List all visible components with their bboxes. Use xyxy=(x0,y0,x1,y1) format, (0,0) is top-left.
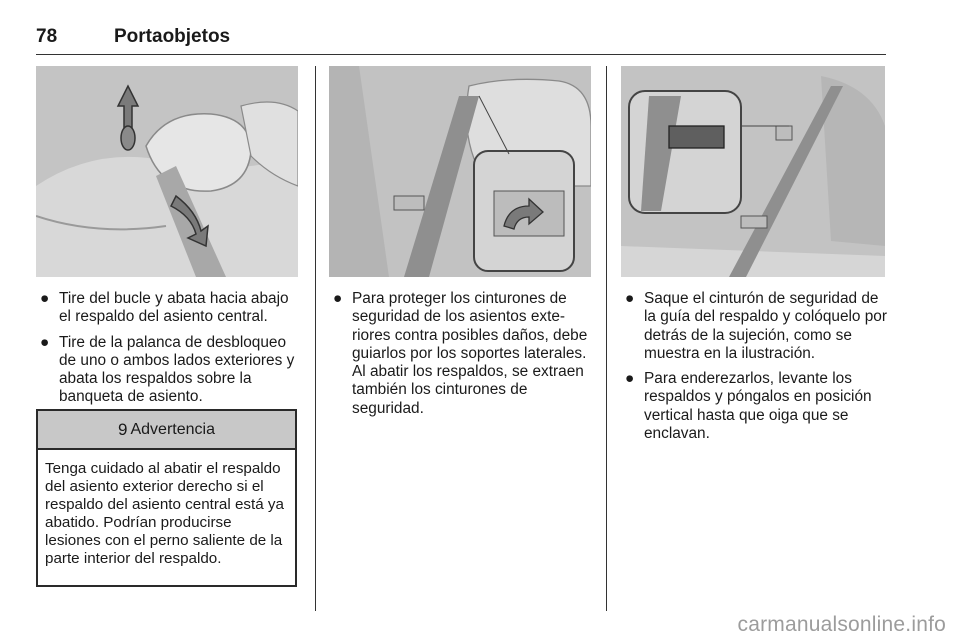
column-1-instructions xyxy=(36,290,298,414)
page-number: 78 xyxy=(36,26,58,47)
illustration-belt-guide xyxy=(329,66,591,277)
warning-title: Advertencia xyxy=(130,420,215,438)
section-title: Portaobjetos xyxy=(114,26,231,47)
list-item xyxy=(329,290,591,418)
list-item xyxy=(621,290,887,363)
column-divider xyxy=(606,66,607,611)
seat-belt-holder-icon xyxy=(621,66,885,277)
warning-triangle-icon: 9 xyxy=(118,419,128,439)
illustration-seat-fold xyxy=(36,66,298,277)
bullet-text: Para proteger los cinturones de seguridad de los asientos exteriores contra posibles daños, debe guiarlos por los soportes laterales. Al abatir los respaldos, se extraen también los cinturones de seguridad. xyxy=(352,290,588,417)
list-item xyxy=(36,290,298,327)
warning-header xyxy=(38,411,295,450)
bullet-icon: ● xyxy=(333,290,343,307)
list-item xyxy=(36,334,298,407)
seat-belt-guide-icon xyxy=(329,66,591,277)
bullet-icon: ● xyxy=(40,333,50,351)
bullet-icon: ● xyxy=(625,370,635,388)
bullet-text: Tire de la palanca de desbloqueo de uno o ambos lados exteriores y abata los respaldos sobre la banqueta de asiento. xyxy=(59,333,295,406)
bullet-text: Para enderezarlos, levante los respaldos y póngalos en posición vertical hasta que oiga que se enclavan. xyxy=(644,370,872,443)
column-3-instructions xyxy=(621,290,887,450)
illustration-belt-holder xyxy=(621,66,885,277)
column-2-instructions xyxy=(329,290,591,425)
warning-box xyxy=(36,409,297,587)
bullet-text: Saque el cinturón de seguridad de la guía del respaldo y colóquelo por detrás de la sujeción, como se muestra en la ilustración. xyxy=(644,290,887,362)
warning-text: Tenga cuidado al abatir el respaldo del asiento exterior derecho si el respaldo del asiento central está ya abatido. Podrían producirse lesiones con el perno saliente de la parte interior del respaldo. xyxy=(45,460,284,568)
watermark: carmanualsonline.info xyxy=(737,613,946,636)
list-item xyxy=(621,370,887,443)
bullet-icon: ● xyxy=(625,290,635,307)
page-header xyxy=(36,24,886,55)
column-divider xyxy=(315,66,316,611)
bullet-icon: ● xyxy=(40,290,50,307)
bullet-text: Tire del bucle y abata hacia abajo el respaldo del asiento central. xyxy=(59,290,289,326)
rear-seat-headrest-fold-icon xyxy=(36,66,298,277)
